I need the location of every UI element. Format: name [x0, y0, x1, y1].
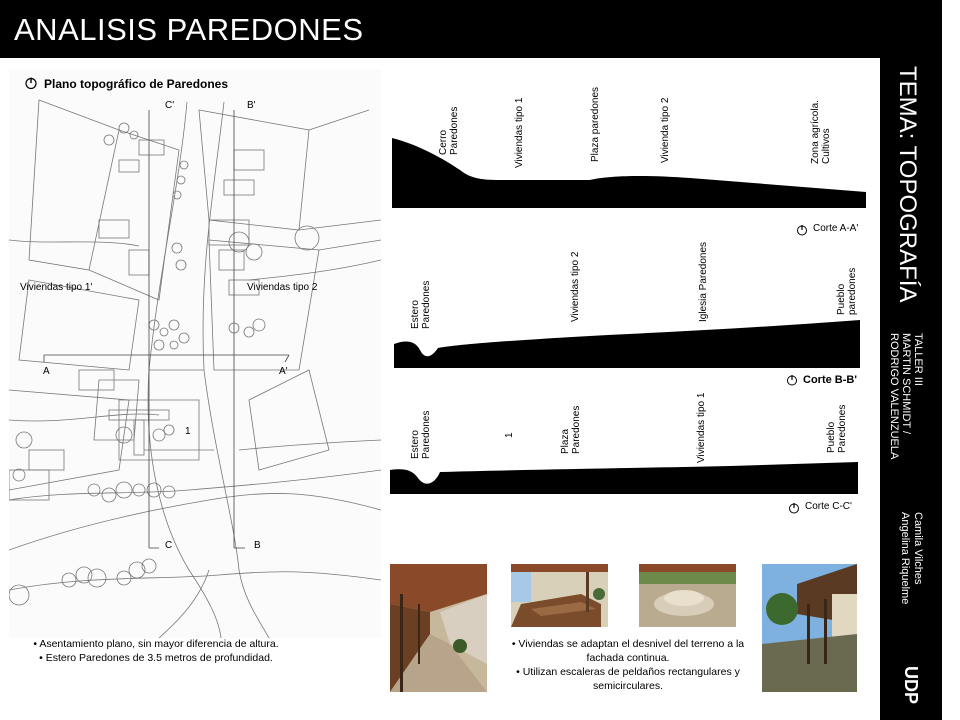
header-bar	[0, 0, 942, 58]
power-icon	[788, 502, 800, 514]
note-asentamiento: • Asentamiento plano, sin mayor diferencia de altura.	[33, 638, 279, 650]
section-b-label-viviendas-2: Viviendas tipo 2	[570, 251, 581, 322]
section-b-label-pueblo: Pueblo paredones	[836, 267, 858, 315]
notes-right	[494, 637, 762, 693]
udp-logo: UDP	[901, 666, 921, 705]
topographic-map	[9, 70, 381, 638]
note-viviendas: • Viviendas se adaptan el desnivel del terreno a la fachada continua.	[511, 638, 745, 664]
section-b-profile	[390, 232, 866, 392]
section-a-label-plaza: Plaza paredones	[590, 86, 601, 162]
cut-label-a-prime: A'	[279, 366, 288, 377]
author-credits: Camila Vilches Angelina Riquelme	[899, 512, 924, 605]
section-a-profile	[390, 70, 866, 240]
photo-corredor-exterior	[762, 564, 857, 692]
map-title: Plano topográfico de Paredones	[44, 77, 229, 91]
section-a-label-cerro: Cerro Paredones	[438, 106, 460, 155]
notes-left	[26, 637, 286, 665]
theme-title: TEMA: TOPOGRAFÍA	[894, 66, 921, 303]
section-b-label-estero: Estero Paredones	[410, 280, 432, 329]
section-c-label-estero: Estero Paredones	[410, 410, 432, 459]
section-b-b	[390, 232, 866, 392]
page-title: ANALISIS PAREDONES	[14, 12, 364, 47]
label-one: 1	[185, 426, 191, 437]
note-escaleras: • Utilizan escaleras de peldaños rectangulares y semicirculares.	[516, 666, 740, 692]
section-c-label-plaza: Plaza Paredones	[560, 405, 582, 454]
cut-label-b: B	[254, 540, 261, 551]
cut-label-c-prime: C'	[165, 100, 175, 111]
section-a-label-zona: Zona agrícola. Cultivos	[810, 100, 832, 164]
power-icon	[25, 77, 37, 89]
section-a-label-viviendas-1: Viviendas tipo 1	[514, 97, 525, 168]
photo-escalera-semicircular	[639, 564, 736, 627]
cut-label-a: A	[43, 366, 50, 377]
section-b-caption: Corte B-B'	[803, 374, 857, 386]
section-a-label-vivienda-2: Vivienda tipo 2	[660, 97, 671, 163]
section-a-a	[390, 70, 866, 240]
note-estero: • Estero Paredones de 3.5 metros de profundidad.	[39, 652, 273, 664]
label-viviendas-tipo-2: Viviendas tipo 2	[247, 282, 318, 293]
cut-label-b-prime: B'	[247, 100, 256, 111]
photo-corredor	[390, 564, 487, 692]
section-c-caption: Corte C-C'	[805, 501, 852, 512]
map-drawing	[9, 70, 381, 638]
section-a-caption: Corte A-A'	[813, 223, 859, 234]
section-b-label-iglesia: Iglesia Paredones	[698, 241, 709, 322]
section-c-label-viviendas-1: Viviendas tipo 1	[696, 392, 707, 463]
label-viviendas-tipo-1: Viviendas tipo 1'	[20, 282, 93, 293]
section-c-c	[390, 392, 866, 524]
section-c-label-one: 1	[504, 432, 515, 438]
cut-label-c: C	[165, 540, 173, 551]
section-c-label-pueblo: Pueblo Paredones	[826, 404, 848, 453]
photo-escalera-rectangular	[511, 564, 608, 627]
power-icon	[786, 374, 798, 386]
taller-credits: TALLER III MARTIN SCHMIDT / RODRIGO VALENZUELA	[888, 333, 924, 460]
